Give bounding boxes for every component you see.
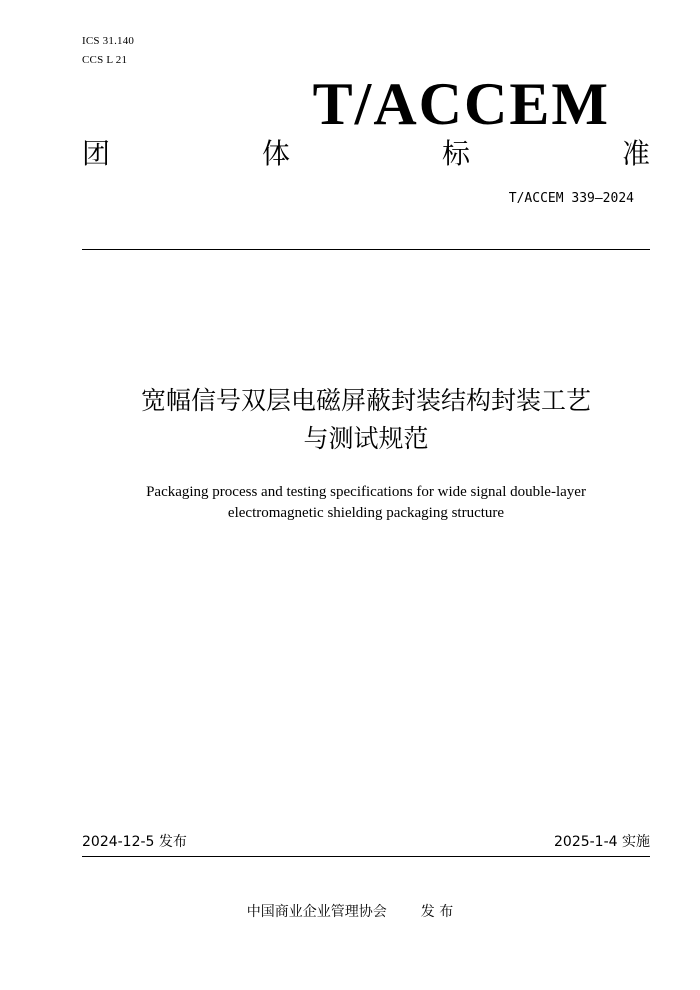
- standard-number: T/ACCEM 339—2024: [508, 191, 634, 206]
- implementation-date: 2025-1-4 实施: [554, 834, 650, 850]
- standard-type-char: 体: [261, 137, 290, 170]
- ccs-code: CCS L 21: [82, 54, 128, 66]
- chinese-title: [82, 382, 650, 458]
- top-divider: [82, 249, 650, 250]
- english-title-line: electromagnetic shielding packaging structure: [227, 505, 505, 521]
- standard-type-char: 团: [82, 137, 111, 170]
- english-title: [82, 482, 650, 524]
- english-title-line: Packaging process and testing specifications for wide signal double-layer: [146, 484, 586, 500]
- standard-type-char: 标: [441, 137, 470, 170]
- standard-type-char: 准: [621, 137, 650, 170]
- publisher-action: 发 布: [420, 904, 454, 920]
- bottom-divider: [82, 856, 650, 857]
- standard-type-heading: [82, 134, 650, 174]
- chinese-title-line: 宽幅信号双层电磁屏蔽封装结构封装工艺: [140, 386, 591, 415]
- standard-logo: T/ACCEM: [312, 71, 610, 137]
- publisher-line: [0, 905, 700, 919]
- ics-code: ICS 31.140: [82, 35, 135, 47]
- publisher-organization: 中国商业企业管理协会: [246, 904, 387, 920]
- chinese-title-line: 与测试规范: [303, 424, 429, 453]
- issue-date: 2024-12-5 发布: [82, 834, 187, 850]
